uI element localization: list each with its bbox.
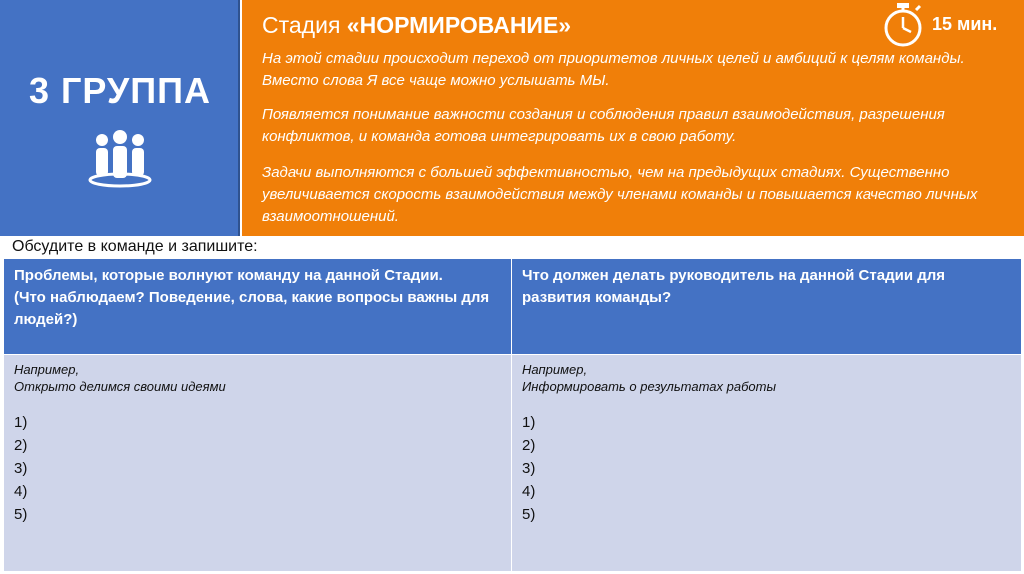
stage-name: «НОРМИРОВАНИЕ»: [346, 12, 572, 38]
description-paragraph-1: На этой стадии происходит переход от приоритетов личных целей и амбиций к целям команды. Вместо слова Я все чаще можно услышать МЫ.: [262, 50, 965, 89]
list-item: 2): [522, 437, 536, 454]
discussion-table: [3, 258, 1022, 572]
table-body-row: [4, 355, 1022, 572]
problems-header-subtitle: (Что наблюдаем? Поведение, слова, какие вопросы важны для людей?): [14, 289, 490, 328]
list-item: 5): [522, 506, 536, 523]
stage-panel: [242, 0, 1024, 236]
list-item: 2): [14, 437, 28, 454]
leader-header-title: Что должен делать руководитель на данной Стадии для развития команды?: [522, 267, 946, 306]
list-item: 1): [522, 414, 536, 431]
leader-number-list: [522, 411, 1011, 526]
problems-example-label: Например,: [14, 362, 80, 377]
problems-number-list: [14, 411, 501, 526]
list-item: 4): [14, 483, 28, 500]
stage-prefix: Стадия: [262, 12, 341, 38]
group-title: 3 ГРУППА: [28, 70, 212, 111]
list-item: 3): [522, 460, 536, 477]
problems-header-cell: [4, 259, 512, 355]
leader-example-text: Информировать о результатах работы: [522, 379, 777, 394]
table-header-row: [4, 259, 1022, 355]
leader-answer-cell[interactable]: [512, 355, 1022, 572]
people-group-icon: [88, 128, 152, 188]
stage-title: [262, 12, 571, 39]
list-item: 4): [522, 483, 536, 500]
list-item: 1): [14, 414, 28, 431]
timer-label: 15 мин.: [932, 14, 998, 34]
problems-header-title: Проблемы, которые волнуют команду на данной Стадии.: [14, 267, 443, 284]
description-paragraph-2: Появляется понимание важности создания и соблюдения правил взаимодействия, разрешения конфликтов, и команда готова интегрировать их в свою работу.: [262, 106, 945, 145]
description-paragraph-3: Задачи выполняются с большей эффективностью, чем на предыдущих стадиях. Существенно увеличивается скорость взаимодействия между членами команды и повышается качество личных взаимоотношений.: [262, 164, 978, 225]
group-panel: [0, 0, 240, 236]
list-item: 5): [14, 506, 28, 523]
list-item: 3): [14, 460, 28, 477]
problems-answer-cell[interactable]: [4, 355, 512, 572]
instruction-text: Обсудите в команде и запишите:: [12, 238, 258, 255]
leader-example-label: Например,: [522, 362, 588, 377]
stopwatch-icon: [878, 2, 928, 48]
problems-example-text: Открыто делимся своими идеями: [14, 379, 226, 394]
leader-header-cell: [512, 259, 1022, 355]
